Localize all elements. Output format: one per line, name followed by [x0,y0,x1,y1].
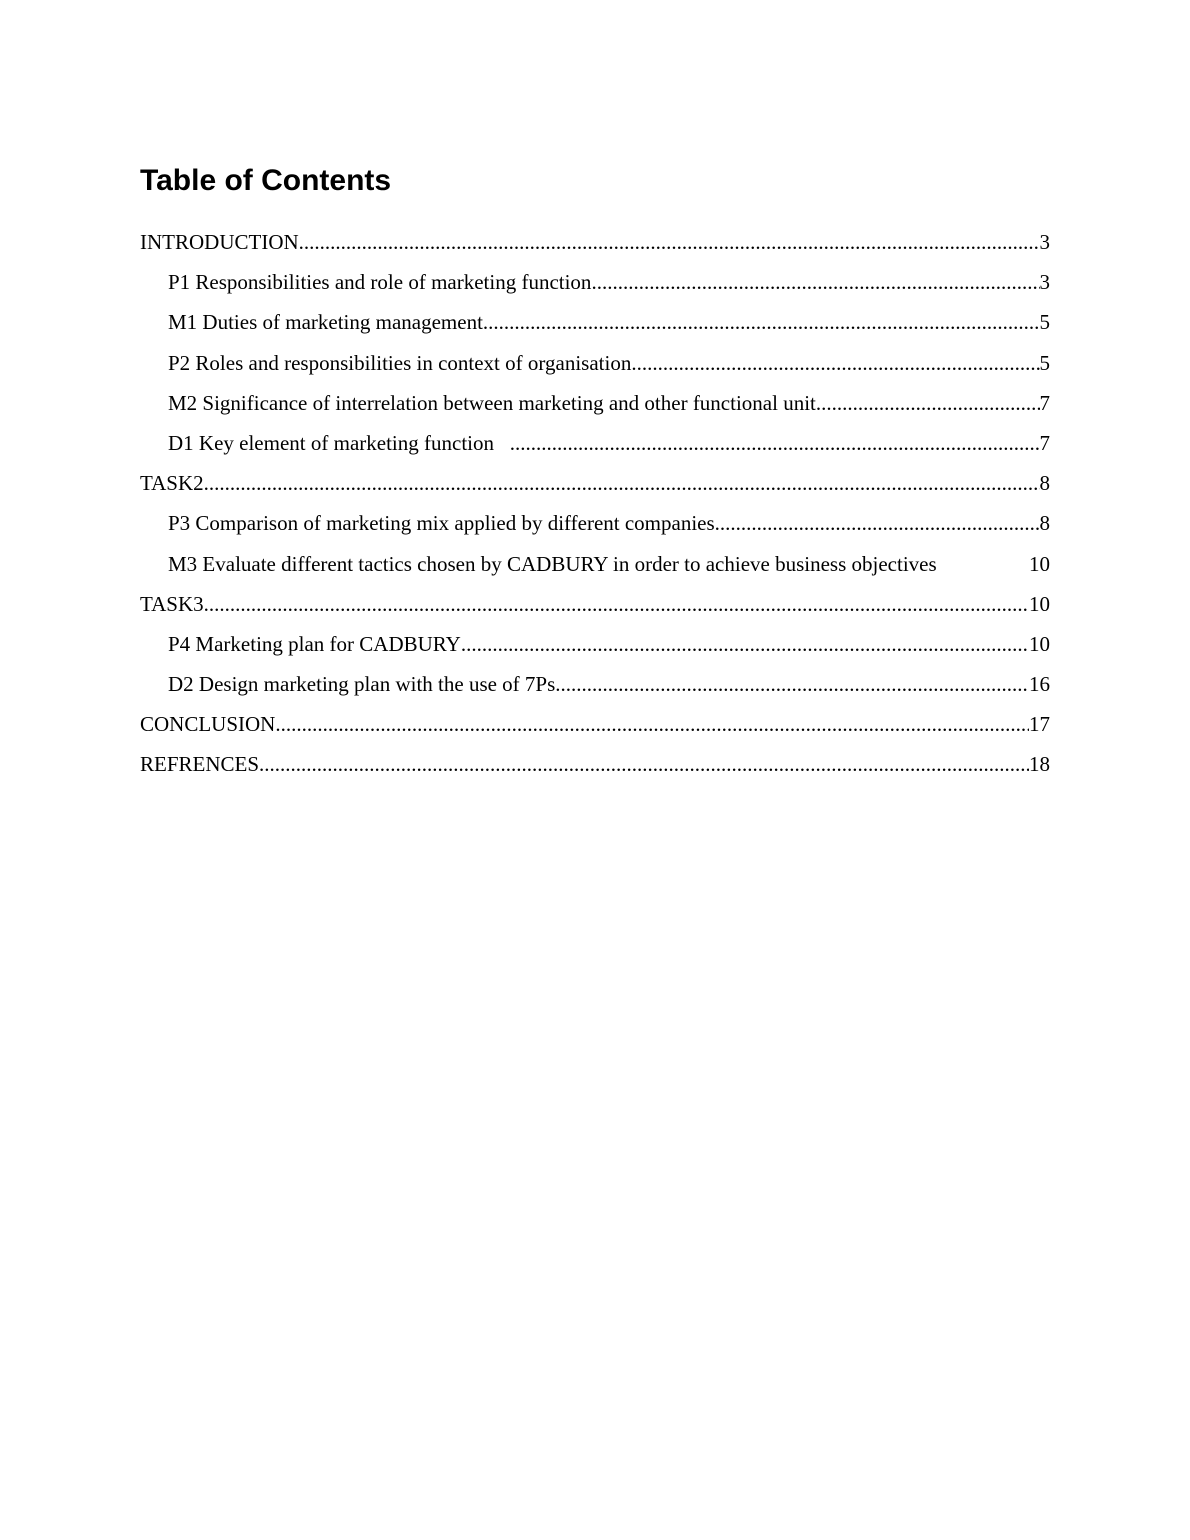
toc-entry[interactable] [140,590,1050,630]
toc-entry[interactable] [140,670,1050,710]
toc-entry[interactable] [140,509,1050,549]
toc-page-number: 17 [1029,712,1050,737]
toc-dot-leader [510,429,1040,457]
toc-list [140,228,1050,791]
toc-entry-text: TASK3 [140,591,204,616]
toc-entry-text: D2 Design marketing plan with the use of 7Ps [168,672,556,697]
toc-entry-text: P4 Marketing plan for CADBURY [168,631,461,656]
toc-entry-text: REFRENCES [140,752,260,777]
toc-page-number: 16 [1029,672,1050,697]
toc-entry[interactable] [140,750,1050,790]
toc-entry-text: TASK2 [140,471,204,496]
toc-page-number: 5 [1039,350,1050,375]
toc-page-number: 18 [1029,752,1050,777]
toc-page-number: 7 [1039,390,1050,415]
toc-entry-text: P1 Responsibilities and role of marketing function [168,270,592,295]
toc-dot-leader [631,349,1039,377]
toc-page-number: 3 [1039,270,1050,295]
toc-heading: Table of Contents [140,164,392,197]
toc-dot-leader [555,670,1029,698]
toc-entry[interactable] [140,469,1050,509]
toc-entry-text: M1 Duties of marketing management [168,310,483,335]
toc-entry[interactable] [140,550,1050,590]
toc-entry[interactable] [140,268,1050,308]
toc-dot-leader [259,750,1029,778]
toc-page-number: 7 [1039,430,1050,455]
toc-entry-text: P3 Comparison of marketing mix applied by different companies [168,511,715,536]
toc-entry-text: D1 Key element of marketing function [168,430,510,455]
toc-entry[interactable] [140,228,1050,268]
toc-dot-leader [715,509,1040,537]
toc-dot-leader [591,268,1039,296]
toc-entry-text: INTRODUCTION [140,230,299,254]
toc-entry-text: M2 Significance of interrelation between marketing and other functional unit [168,390,816,415]
toc-page-number: 8 [1039,471,1050,496]
toc-dot-leader [483,308,1040,336]
toc-dot-leader [299,228,1040,256]
toc-entry-text: P2 Roles and responsibilities in context of organisation [168,350,632,375]
toc-entry[interactable] [140,308,1050,348]
toc-page-number: 5 [1039,310,1050,335]
toc-dot-leader [204,590,1029,618]
toc-dot-leader [816,389,1040,417]
toc-entry-text: CONCLUSION [140,712,276,737]
toc-dot-leader [204,469,1040,497]
toc-page-number: 3 [1039,230,1050,254]
toc-page-number: 10 [1029,631,1050,656]
toc-entry[interactable] [140,710,1050,750]
toc-entry[interactable] [140,389,1050,429]
toc-dot-leader [275,710,1029,738]
toc-page-number: 8 [1039,511,1050,536]
toc-page-number: 10 [1029,551,1050,576]
toc-dot-leader [461,630,1029,658]
toc-entry-text: M3 Evaluate different tactics chosen by CADBURY in order to achieve business objectives [168,551,937,576]
toc-entry[interactable] [140,630,1050,670]
toc-page-number: 10 [1029,591,1050,616]
toc-entry[interactable] [140,349,1050,389]
toc-entry[interactable] [140,429,1050,469]
